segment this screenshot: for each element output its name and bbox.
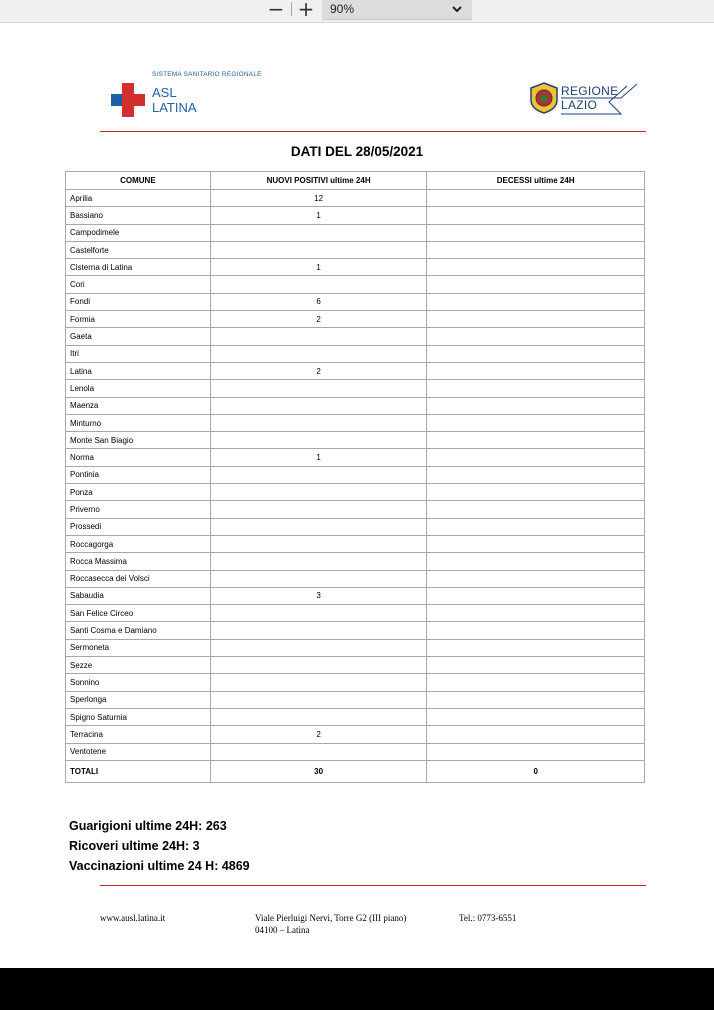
cell-positivi: 1: [210, 259, 427, 276]
cell-positivi: 1: [210, 207, 427, 224]
cell-decessi: [427, 691, 645, 708]
cell-positivi: 2: [210, 362, 427, 379]
cell-decessi: [427, 484, 645, 501]
zoom-value: 90%: [330, 2, 355, 16]
table-row: [66, 432, 645, 449]
table-row: [66, 207, 645, 224]
cell-comune: Prossedi: [66, 518, 211, 535]
cell-comune: Itri: [66, 345, 211, 362]
footer-address-line2: 04100 – Latina: [255, 925, 310, 935]
table-row: [66, 484, 645, 501]
cell-decessi: [427, 708, 645, 725]
asl-latina-logo: [111, 70, 311, 120]
cell-comune: Roccagorga: [66, 535, 211, 552]
cell-comune: Castelforte: [66, 241, 211, 258]
cell-comune: Roccasecca dei Volsci: [66, 570, 211, 587]
cell-comune: Santi Cosma e Damiano: [66, 622, 211, 639]
bottom-bar: [0, 968, 714, 1010]
cell-decessi: [427, 743, 645, 760]
lazio-line1: REGIONE: [561, 84, 619, 98]
chevron-down-icon: [452, 1, 462, 20]
cell-comune: Sperlonga: [66, 691, 211, 708]
table-row: [66, 570, 645, 587]
cell-positivi: [210, 553, 427, 570]
footer-divider: [100, 885, 646, 886]
cell-comune: Lenola: [66, 380, 211, 397]
footer-website: www.ausl.latina.it: [100, 913, 166, 923]
cell-decessi: [427, 311, 645, 328]
cell-decessi: [427, 657, 645, 674]
table-row: [66, 345, 645, 362]
cell-comune: Formia: [66, 311, 211, 328]
cell-decessi: [427, 674, 645, 691]
cell-comune: Pontinia: [66, 466, 211, 483]
table-row: [66, 639, 645, 656]
table-row: [66, 691, 645, 708]
zoom-in-button[interactable]: [294, 0, 318, 21]
cell-comune: Ventotene: [66, 743, 211, 760]
footer-address-line1: Viale Pierluigi Nervi, Torre G2 (III piano): [255, 913, 407, 923]
cell-comune: Priverno: [66, 501, 211, 518]
cell-positivi: 12: [210, 190, 427, 207]
table-row: [66, 518, 645, 535]
plus-icon: +: [297, 0, 315, 21]
cell-positivi: [210, 570, 427, 587]
table-row: [66, 259, 645, 276]
table-row: [66, 293, 645, 310]
table-row: [66, 380, 645, 397]
table-row: [66, 587, 645, 604]
table-row: [66, 535, 645, 552]
table-row: [66, 414, 645, 431]
cell-decessi: [427, 190, 645, 207]
cell-decessi: [427, 501, 645, 518]
cell-decessi: [427, 553, 645, 570]
cell-comune: Monte San Biagio: [66, 432, 211, 449]
table-row: [66, 657, 645, 674]
footer-address: [255, 912, 406, 936]
cell-positivi: [210, 397, 427, 414]
pdf-toolbar: [0, 0, 714, 22]
col-header-decessi: DECESSI ultime 24H: [427, 172, 645, 190]
cell-comune: Cori: [66, 276, 211, 293]
table-row: [66, 241, 645, 258]
cell-positivi: [210, 414, 427, 431]
summary-vaccinazioni: Vaccinazioni ultime 24 H: 4869: [69, 859, 250, 873]
col-header-positivi: NUOVI POSITIVI ultime 24H: [210, 172, 427, 190]
total-row: [66, 760, 645, 782]
cell-positivi: [210, 345, 427, 362]
cell-decessi: [427, 345, 645, 362]
cell-positivi: [210, 276, 427, 293]
table-row: [66, 276, 645, 293]
cell-decessi: [427, 224, 645, 241]
cell-comune: Norma: [66, 449, 211, 466]
cell-decessi: [427, 726, 645, 743]
cell-positivi: [210, 466, 427, 483]
cell-comune: Minturno: [66, 414, 211, 431]
cell-positivi: [210, 674, 427, 691]
total-positivi: 30: [210, 760, 427, 782]
cell-comune: Campodimele: [66, 224, 211, 241]
data-table: [65, 171, 645, 783]
cell-decessi: [427, 587, 645, 604]
table-row: [66, 362, 645, 379]
page-title: DATI DEL 28/05/2021: [290, 144, 424, 159]
cell-positivi: [210, 622, 427, 639]
cell-decessi: [427, 276, 645, 293]
lazio-decoration-lines: [561, 82, 641, 116]
cell-decessi: [427, 362, 645, 379]
summary-ricoveri: Ricoveri ultime 24H: 3: [69, 839, 200, 853]
table-row: [66, 605, 645, 622]
table-header-row: [66, 172, 645, 190]
cell-comune: Sermoneta: [66, 639, 211, 656]
minus-icon: −: [267, 0, 285, 21]
cell-decessi: [427, 207, 645, 224]
cell-comune: Sonnino: [66, 674, 211, 691]
table-row: [66, 466, 645, 483]
cell-decessi: [427, 380, 645, 397]
table-row: [66, 449, 645, 466]
cell-comune: Aprilia: [66, 190, 211, 207]
lazio-line2: LAZIO: [561, 98, 598, 112]
cell-decessi: [427, 605, 645, 622]
cell-positivi: [210, 328, 427, 345]
cell-comune: Sabaudia: [66, 587, 211, 604]
cell-decessi: [427, 449, 645, 466]
cell-decessi: [427, 535, 645, 552]
table-row: [66, 708, 645, 725]
cell-comune: Maenza: [66, 397, 211, 414]
cell-positivi: 3: [210, 587, 427, 604]
cell-decessi: [427, 397, 645, 414]
cell-positivi: [210, 224, 427, 241]
cell-positivi: 6: [210, 293, 427, 310]
cell-decessi: [427, 259, 645, 276]
red-cross-icon: [111, 83, 145, 117]
table-row: [66, 397, 645, 414]
table-row: [66, 674, 645, 691]
cell-decessi: [427, 622, 645, 639]
asl-name-line1: ASL: [152, 85, 177, 100]
cell-decessi: [427, 466, 645, 483]
cell-decessi: [427, 570, 645, 587]
cell-positivi: [210, 708, 427, 725]
cell-positivi: [210, 691, 427, 708]
table-row: [66, 224, 645, 241]
cell-positivi: [210, 484, 427, 501]
cell-decessi: [427, 414, 645, 431]
table-row: [66, 328, 645, 345]
cell-decessi: [427, 518, 645, 535]
cell-decessi: [427, 241, 645, 258]
cell-comune: Rocca Massima: [66, 553, 211, 570]
cell-positivi: [210, 657, 427, 674]
header-divider: [100, 131, 646, 132]
footer-phone: Tel.: 0773-6551: [459, 913, 517, 923]
cell-comune: Latina: [66, 362, 211, 379]
table-row: [66, 553, 645, 570]
cell-positivi: [210, 605, 427, 622]
table-row: [66, 743, 645, 760]
cell-positivi: [210, 501, 427, 518]
cell-comune: Ponza: [66, 484, 211, 501]
total-decessi: 0: [427, 760, 645, 782]
cell-comune: Bassiano: [66, 207, 211, 224]
col-header-comune: COMUNE: [66, 172, 211, 190]
cell-decessi: [427, 639, 645, 656]
lazio-emblem-icon: [529, 82, 559, 114]
cell-positivi: [210, 518, 427, 535]
total-label: TOTALI: [66, 760, 211, 782]
asl-name-line2: LATINA: [152, 100, 197, 115]
cell-positivi: [210, 241, 427, 258]
cell-comune: Fondi: [66, 293, 211, 310]
cell-positivi: [210, 535, 427, 552]
cell-comune: Terracina: [66, 726, 211, 743]
cell-comune: Sezze: [66, 657, 211, 674]
cell-decessi: [427, 328, 645, 345]
table-row: [66, 501, 645, 518]
regione-lazio-logo: [529, 82, 644, 118]
cell-positivi: [210, 639, 427, 656]
table-row: [66, 190, 645, 207]
cell-positivi: 1: [210, 449, 427, 466]
cell-comune: Gaeta: [66, 328, 211, 345]
zoom-out-button[interactable]: [264, 0, 288, 21]
cell-comune: Spigno Saturnia: [66, 708, 211, 725]
cell-positivi: 2: [210, 311, 427, 328]
cell-decessi: [427, 293, 645, 310]
zoom-select[interactable]: [322, 0, 472, 20]
summary-guarigioni: Guarigioni ultime 24H: 263: [69, 819, 227, 833]
table-row: [66, 622, 645, 639]
cell-positivi: [210, 380, 427, 397]
toolbar-divider: [291, 2, 292, 16]
table-row: [66, 311, 645, 328]
table-row: [66, 726, 645, 743]
cell-comune: San Felice Circeo: [66, 605, 211, 622]
cell-comune: Cisterna di Latina: [66, 259, 211, 276]
cell-positivi: [210, 432, 427, 449]
asl-subtitle: SISTEMA SANITARIO REGIONALE: [152, 71, 262, 78]
cell-positivi: [210, 743, 427, 760]
cell-decessi: [427, 432, 645, 449]
cell-positivi: 2: [210, 726, 427, 743]
